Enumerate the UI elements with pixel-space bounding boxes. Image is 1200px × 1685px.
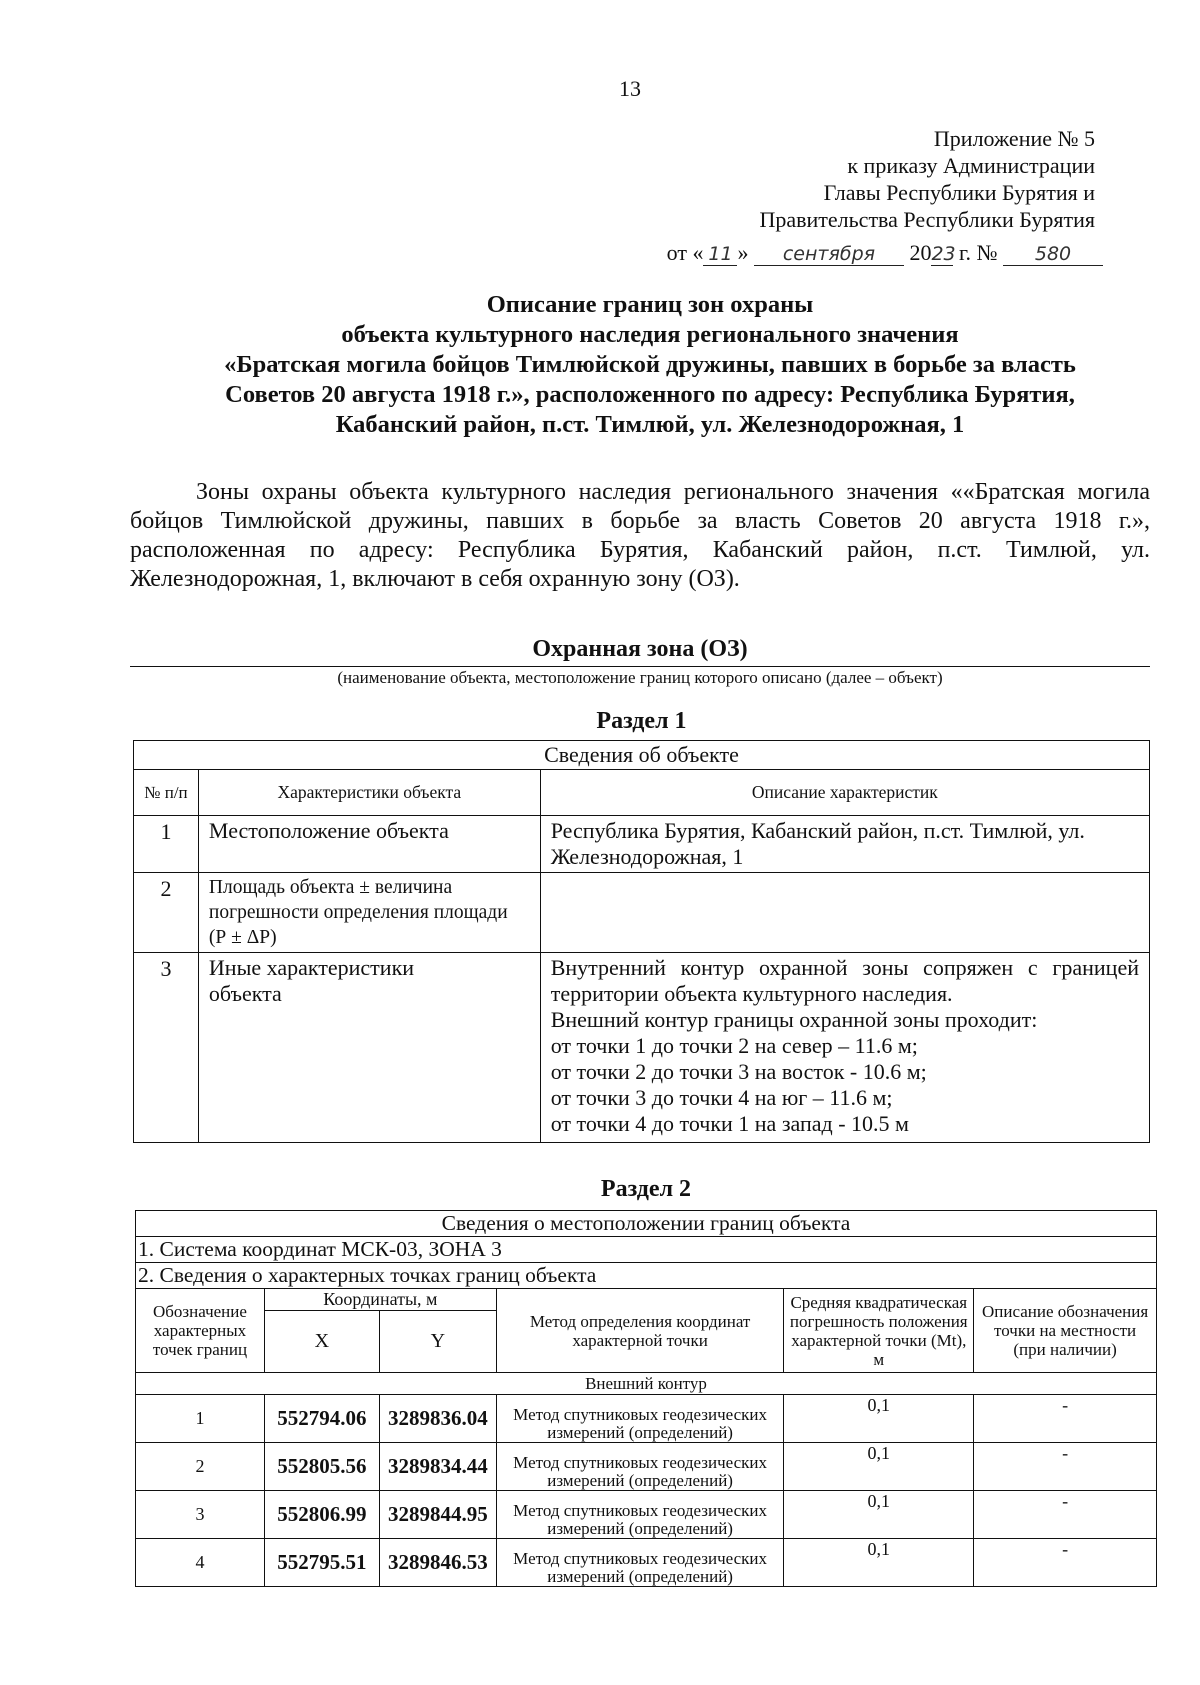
section1-title: Раздел 1 xyxy=(596,708,687,734)
point-description: - xyxy=(974,1539,1157,1587)
point-description: - xyxy=(974,1443,1157,1491)
point-id: 1 xyxy=(136,1395,265,1443)
intro-text: Зоны охраны объекта культурного наследия регионального значения ««Братская могила бойцов Тимлюйской дружины, павших в борьбе за власть Советов 20 августа 1918 г.», расположенная по адресу: Республика Бурятия, Кабанский район, п.ст. Тимлюй, ул. Железнодорожная, 1, включают в себя охранную зону (ОЗ). xyxy=(130,479,1150,592)
title-line: «Братская могила бойцов Тимлюйской дружины, павших в борьбе за власть xyxy=(224,351,1076,378)
section2-title: Раздел 2 xyxy=(600,1176,692,1202)
point-x: 552795.51 xyxy=(264,1539,379,1587)
page-number: 13 xyxy=(619,76,641,101)
point-accuracy: 0,1 xyxy=(784,1443,974,1491)
point-x: 552806.99 xyxy=(264,1491,379,1539)
header-accuracy: Средняя квадратическая погрешность положения характерной точки (Mt), м xyxy=(784,1289,974,1373)
zone-title: Охранная зона (ОЗ) xyxy=(130,636,1150,667)
point-y: 3289846.53 xyxy=(379,1539,496,1587)
description-line: от точки 3 до точки 4 на юг – 11.6 м; xyxy=(550,1085,893,1110)
boundary-points-table xyxy=(135,1210,1157,1587)
row-description xyxy=(540,873,1149,953)
table-row xyxy=(136,1443,1157,1491)
title-line: Советов 20 августа 1918 г.», расположенного по адресу: Республика Бурятия, xyxy=(225,381,1075,408)
header-y: Y xyxy=(379,1311,496,1373)
point-x: 552805.56 xyxy=(264,1443,379,1491)
table-caption: Сведения об объекте xyxy=(134,741,1150,770)
table-row xyxy=(136,1539,1157,1587)
appendix-line: Правительства Республики Бурятия xyxy=(759,207,1095,232)
document-title xyxy=(120,290,1180,440)
title-line: Описание границ зон охраны xyxy=(486,291,814,318)
appendix-block xyxy=(759,125,1095,233)
point-method: Метод спутниковых геодезических измерений (определений) xyxy=(496,1491,784,1539)
header-num: № п/п xyxy=(134,770,199,816)
date-prefix: от « xyxy=(666,240,704,265)
point-y: 3289836.04 xyxy=(379,1395,496,1443)
table-row xyxy=(134,953,1150,1143)
description-line: Внешний контур границы охранной зоны проходит: xyxy=(550,1007,1038,1032)
point-accuracy: 0,1 xyxy=(784,1395,974,1443)
header-designation: Обозначение характерных точек границ xyxy=(136,1289,265,1373)
table-row xyxy=(134,873,1150,953)
year-tail: г. № xyxy=(953,240,998,265)
table-row xyxy=(136,1491,1157,1539)
title-line: Кабанский район, п.ст. Тимлюй, ул. Железнодорожная, 1 xyxy=(335,411,965,438)
appendix-line: к приказу Администрации xyxy=(847,153,1095,178)
point-method: Метод спутниковых геодезических измерений (определений) xyxy=(496,1539,784,1587)
point-y: 3289844.95 xyxy=(379,1491,496,1539)
year-prefix: 20 xyxy=(909,240,932,265)
row-num: 1 xyxy=(134,816,199,873)
order-date-line xyxy=(667,240,1103,266)
header-coordinates: Координаты, м xyxy=(264,1289,496,1311)
header-description: Описание характеристик xyxy=(540,770,1149,816)
points-caption: 2. Сведения о характерных точках границ объекта xyxy=(136,1263,1157,1289)
description-line: от точки 2 до точки 3 на восток - 10.6 м; xyxy=(550,1059,927,1084)
appendix-line: Главы Республики Бурятия и xyxy=(823,180,1095,205)
contour-label: Внешний контур xyxy=(136,1373,1157,1395)
handwritten-order-number: 580 xyxy=(1003,243,1103,266)
object-info-table xyxy=(133,740,1150,1143)
point-id: 2 xyxy=(136,1443,265,1491)
zone-note: (наименование объекта, местоположение границ которого описано (далее – объект) xyxy=(337,668,943,687)
point-id: 4 xyxy=(136,1539,265,1587)
point-method: Метод спутниковых геодезических измерений (определений) xyxy=(496,1443,784,1491)
row-num: 2 xyxy=(134,873,199,953)
point-x: 552794.06 xyxy=(264,1395,379,1443)
table-row xyxy=(136,1395,1157,1443)
description-line: от точки 1 до точки 2 на север – 11.6 м; xyxy=(550,1033,918,1058)
point-accuracy: 0,1 xyxy=(784,1539,974,1587)
row-description: Республика Бурятия, Кабанский район, п.ст. Тимлюй, ул. Железнодорожная, 1 xyxy=(540,816,1149,873)
row-characteristic: Местоположение объекта xyxy=(198,816,540,873)
header-description: Описание обозначения точки на местности (при наличии) xyxy=(974,1289,1157,1373)
header-x: X xyxy=(264,1311,379,1373)
row-characteristic: Иные характеристики объекта xyxy=(198,953,540,1143)
point-y: 3289834.44 xyxy=(379,1443,496,1491)
row-description xyxy=(540,953,1149,1143)
title-line: объекта культурного наследия регионального значения xyxy=(341,321,959,348)
handwritten-year: 23 xyxy=(931,243,956,265)
point-description: - xyxy=(974,1395,1157,1443)
handwritten-day: 11 xyxy=(703,243,737,266)
row-characteristic: Площадь объекта ± величина погрешности определения площади (Р ± ΔР) xyxy=(198,873,540,953)
description-line: Внутренний контур охранной зоны сопряжен с границей территории объекта культурного наследия. xyxy=(550,955,1139,1006)
point-description: - xyxy=(974,1491,1157,1539)
point-method: Метод спутниковых геодезических измерений (определений) xyxy=(496,1395,784,1443)
point-id: 3 xyxy=(136,1491,265,1539)
table-caption: Сведения о местоположении границ объекта xyxy=(136,1211,1157,1237)
header-method: Метод определения координат характерной точки xyxy=(496,1289,784,1373)
coordinate-system: 1. Система координат МСК-03, ЗОНА 3 xyxy=(136,1237,1157,1263)
date-day-suffix: » xyxy=(737,240,749,265)
row-num: 3 xyxy=(134,953,199,1143)
appendix-line: Приложение № 5 xyxy=(933,126,1095,151)
description-line: от точки 4 до точки 1 на запад - 10.5 м xyxy=(550,1111,909,1136)
table-row xyxy=(134,816,1150,873)
intro-paragraph xyxy=(130,478,1150,594)
header-characteristics: Характеристики объекта xyxy=(198,770,540,816)
handwritten-month: сентября xyxy=(754,243,904,266)
point-accuracy: 0,1 xyxy=(784,1491,974,1539)
